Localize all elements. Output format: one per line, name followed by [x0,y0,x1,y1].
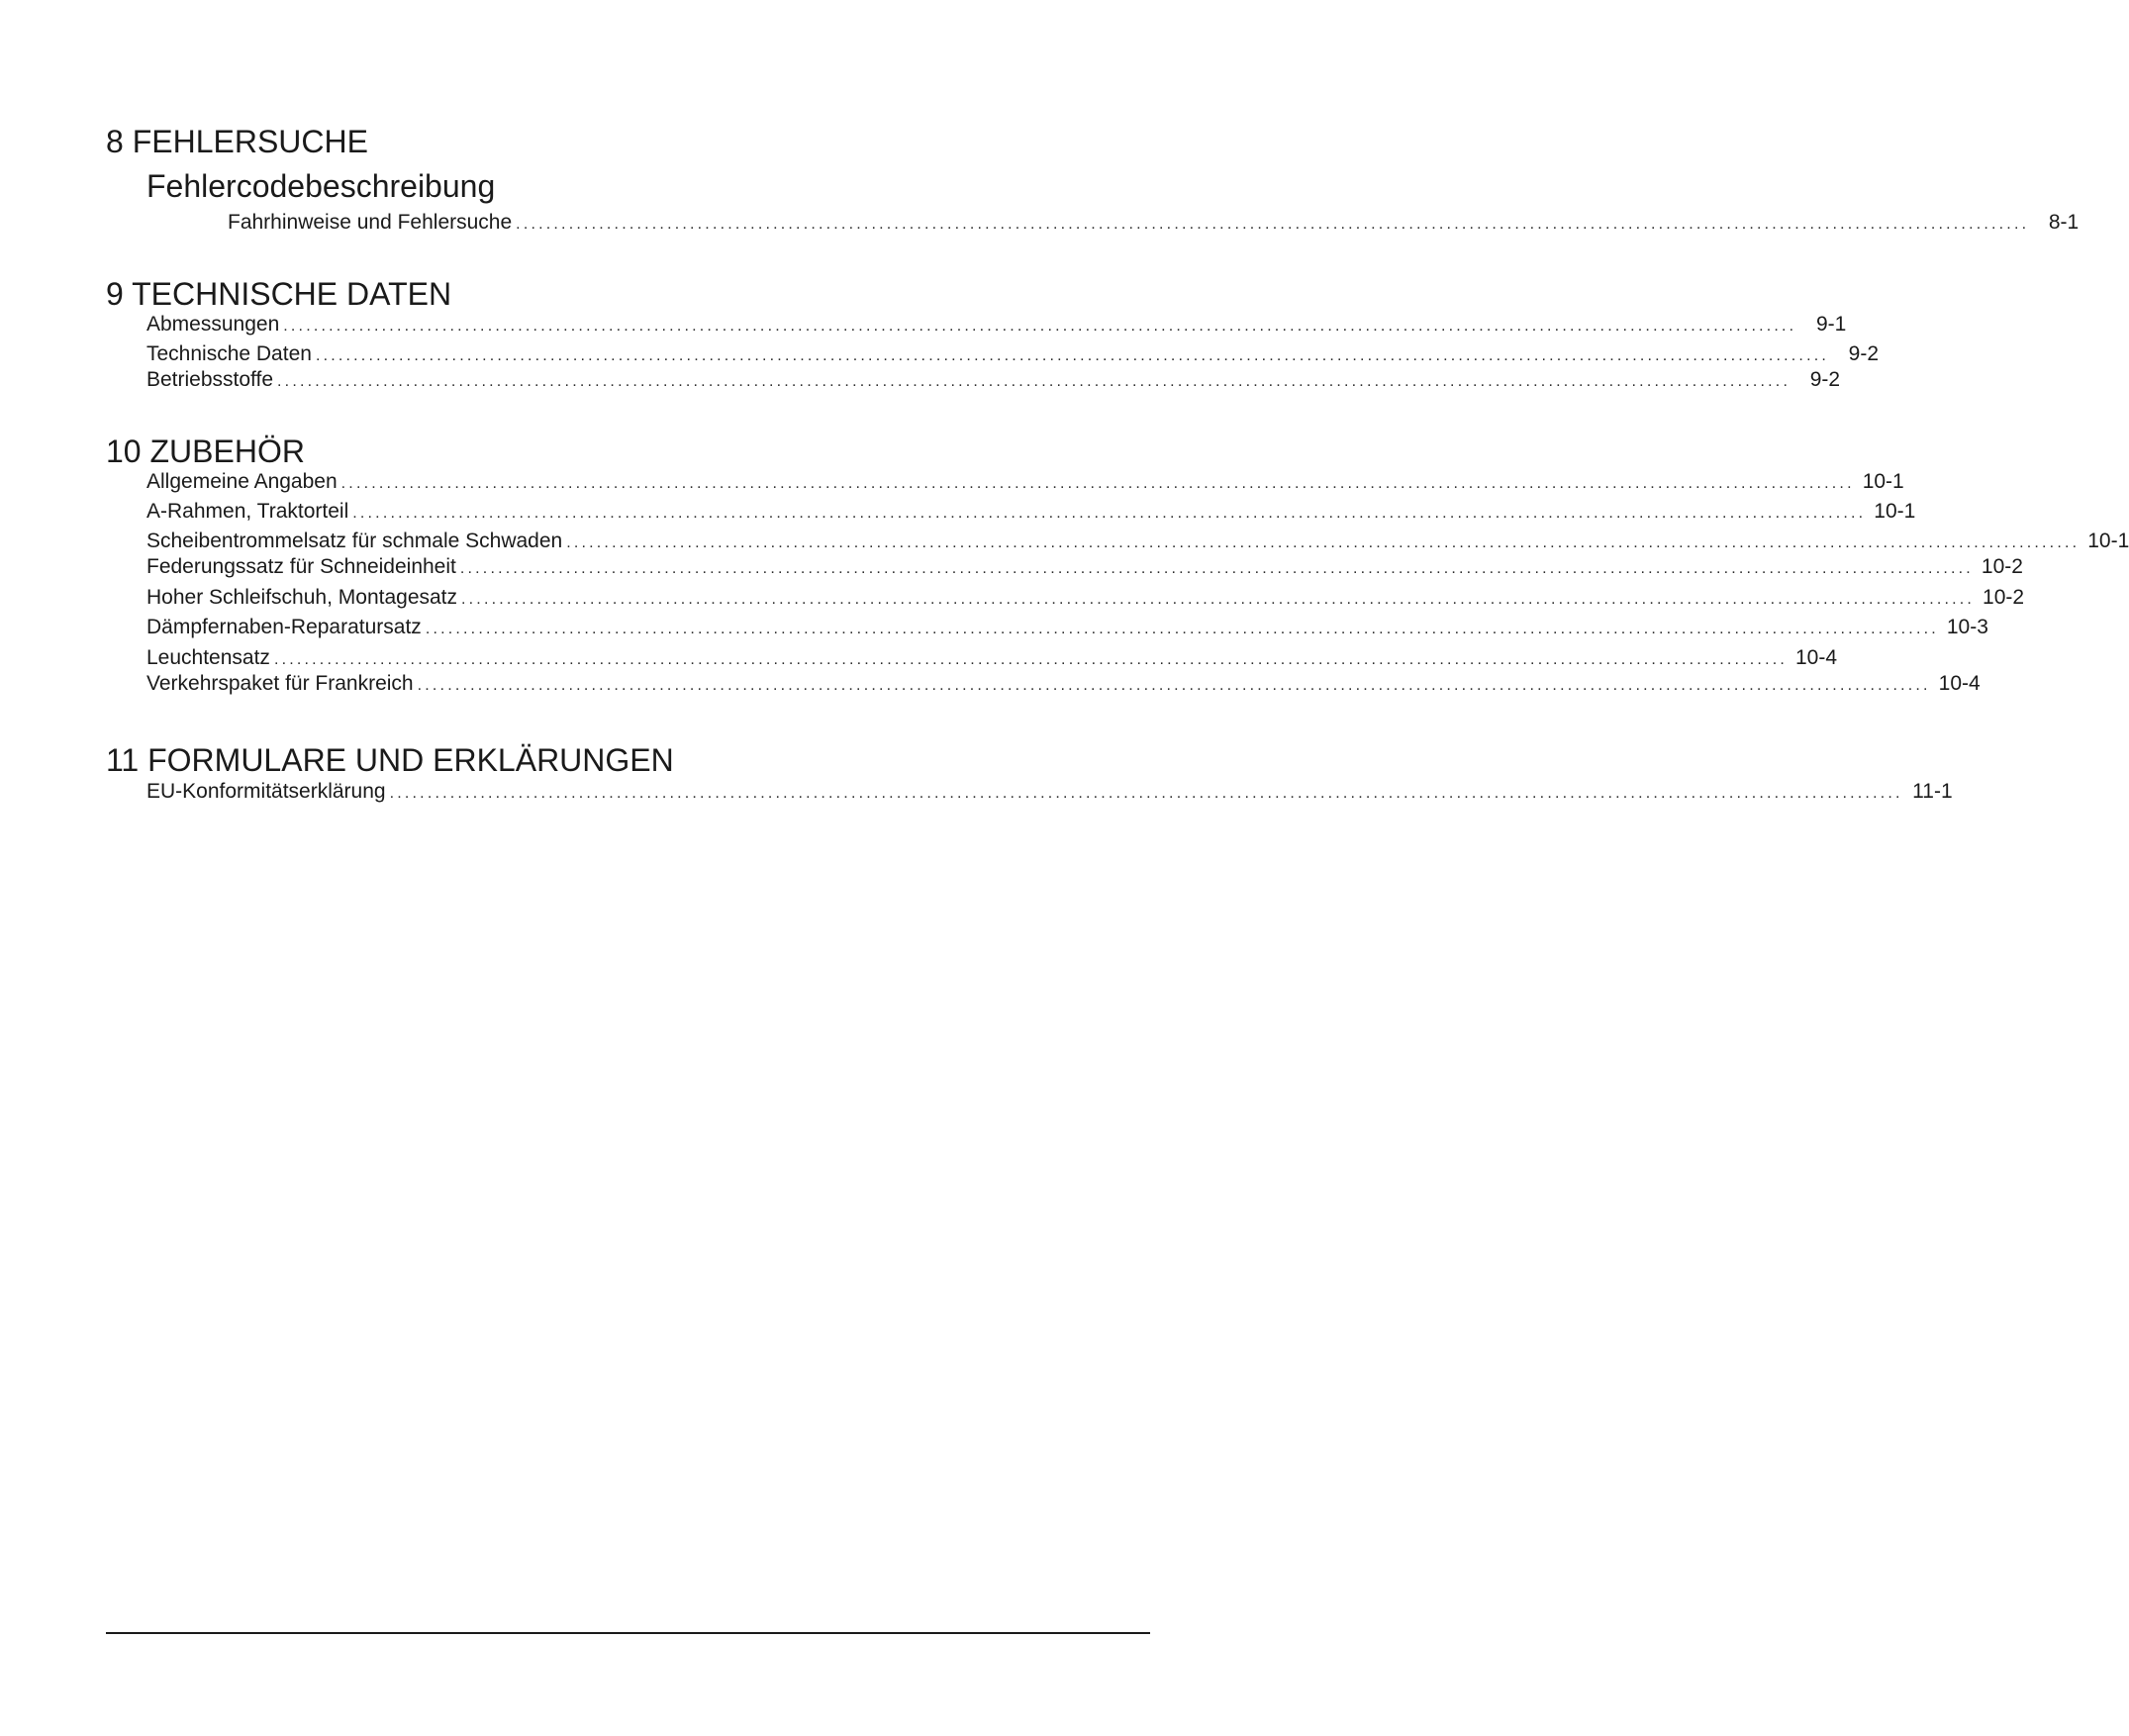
dot-leader: ........................................................................................................................................................................................................ [461,591,1976,608]
toc-entry[interactable] [228,209,2080,237]
dot-leader: ........................................................................................................................................................................................................ [459,560,1974,577]
chapter-title-8: 8 FEHLERSUCHE [106,124,368,159]
toc-entry-label: Dämpfernaben-Reparatursatz [146,616,422,638]
toc-entry-page: 9-2 [1809,368,1841,391]
toc-entry[interactable] [146,553,2023,581]
toc-entry[interactable] [146,366,1841,394]
toc-entry-page: 8-1 [2048,211,2080,234]
toc-entry-label: Fahrhinweise und Fehlersuche [228,211,513,234]
dot-leader: ........................................................................................................................................................................................................ [566,534,2081,551]
dot-leader: ........................................................................................................................................................................................................ [352,505,1867,522]
toc-entry-label: Hoher Schleifschuh, Montagesatz [146,586,458,609]
subchapter-title-fehlercodebeschreibung: Fehlercodebeschreibung [146,168,496,204]
toc-entry-label: Leuchtensatz [146,646,270,669]
toc-entry-page: 10-2 [1981,555,2023,578]
toc-entry[interactable] [146,468,1904,496]
toc-entry-page: 9-1 [1815,313,1847,336]
chapter-title-9: 9 TECHNISCHE DATEN [106,276,452,312]
dot-leader: ........................................................................................................................................................................................................ [340,475,1855,492]
dot-leader: ........................................................................................................................................................................................................ [273,651,1788,668]
toc-entry-page: 9-2 [1848,342,1879,365]
dot-leader: ........................................................................................................................................................................................................ [425,621,1939,637]
toc-entry-label: Allgemeine Angaben [146,470,338,493]
toc-entry-label: A-Rahmen, Traktorteil [146,500,349,523]
toc-entry[interactable] [146,528,2129,555]
footer-divider [106,1632,1150,1634]
toc-entry[interactable] [146,644,1837,672]
toc-entry-page: 10-1 [1862,470,1904,493]
toc-entry[interactable] [146,584,2025,612]
toc-entry-label: Technische Daten [146,342,312,365]
toc-entry-page: 10-4 [1938,672,1981,695]
dot-leader: ........................................................................................................................................................................................................ [277,373,1791,390]
toc-entry-label: Federungssatz für Schneideinheit [146,555,456,578]
dot-leader: ........................................................................................................................................................................................................ [315,347,1829,364]
toc-entry-label: EU-Konformitätserklärung [146,780,386,803]
toc-entry-label: Scheibentrommelsatz für schmale Schwaden [146,530,563,552]
toc-entry[interactable] [146,614,1988,641]
toc-entry-page: 11-1 [1912,780,1953,803]
chapter-title-11: 11 FORMULARE UND ERKLÄRUNGEN [106,742,674,778]
toc-entry[interactable] [146,311,1847,338]
toc-entry-page: 10-1 [1874,500,1916,523]
toc-entry[interactable] [146,778,1953,806]
toc-entry[interactable] [146,498,1916,526]
toc-entry[interactable] [146,670,1981,698]
toc-entry-page: 10-4 [1794,646,1837,669]
dot-leader: ........................................................................................................................................................................................................ [283,318,1797,335]
toc-entry-label: Abmessungen [146,313,280,336]
toc-entry-label: Verkehrspaket für Frankreich [146,672,414,695]
dot-leader: ........................................................................................................................................................................................................ [516,216,2030,233]
toc-entry-page: 10-1 [2087,530,2129,552]
toc-entry[interactable] [146,340,1879,368]
toc-entry-label: Betriebsstoffe [146,368,274,391]
dot-leader: ........................................................................................................................................................................................................ [389,785,1903,802]
chapter-title-10: 10 ZUBEHÖR [106,434,305,469]
toc-entry-page: 10-2 [1983,586,2025,609]
toc-entry-page: 10-3 [1946,616,1988,638]
dot-leader: ........................................................................................................................................................................................................ [417,677,1931,694]
